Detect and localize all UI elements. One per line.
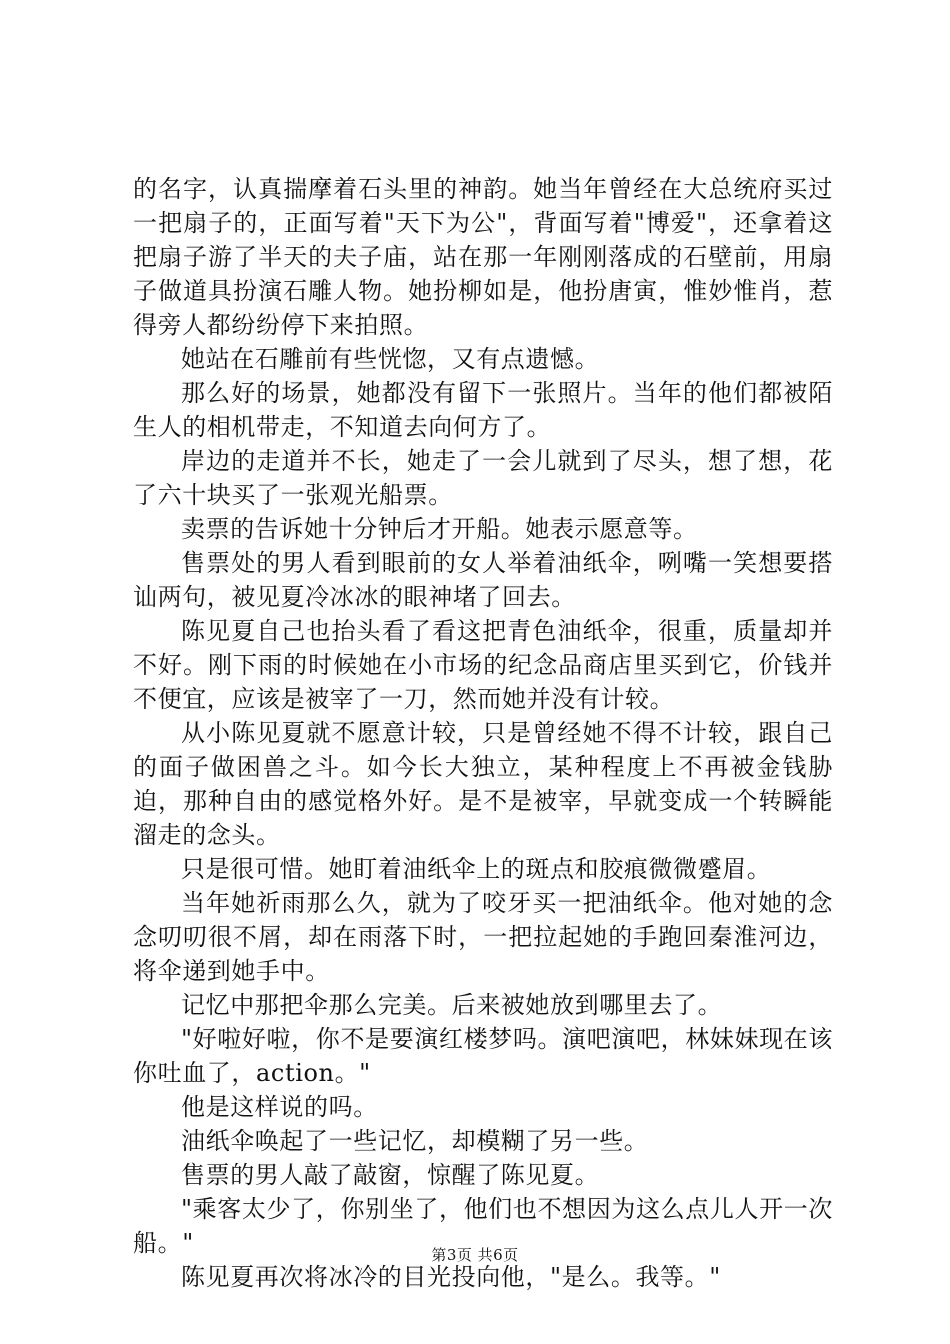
paragraph-15: 售票的男人敲了敲窗，惊醒了陈见夏。 [181,1161,600,1189]
paragraph-9: 只是很可惜。她盯着油纸伞上的斑点和胶痕微微蹙眉。 [181,855,772,883]
paragraph-10: 当年她祈雨那么久，就为了咬牙买一把油纸伞。他对她的念念叨叨很不屑，却在雨落下时，一把拉起她的手跑回秦淮河边，将伞递到她手中。 [133,889,833,985]
paragraph-14: 油纸伞唤起了一些记忆，却模糊了另一些。 [181,1127,649,1155]
paragraph-1: 的名字，认真揣摩着石头里的神韵。她当年曾经在大总统府买过一把扇子的，正面写着"天下为公"，背面写着"博爱"，还拿着这把扇子游了半天的夫子庙，站在那一年刚刚落成的石壁前，用扇子做道具扮演石雕人物。她扮柳如是，他扮唐寅，惟妙惟肖，惹得旁人都纷纷停下来拍照。 [133,175,833,339]
paragraph-12: "好啦好啦，你不是要演红楼梦吗。演吧演吧，林妹妹现在该你吐血了，action。" [133,1025,833,1087]
paragraph-16: "乘客太少了，你别坐了，他们也不想因为这么点儿人开一次船。" [133,1195,833,1257]
paragraph-13: 他是这样说的吗。 [181,1093,378,1121]
paragraph-5: 卖票的告诉她十分钟后才开船。她表示愿意等。 [181,515,698,543]
paragraph-17: 陈见夏再次将冰冷的目光投向他，"是么。我等。" [181,1263,721,1291]
paragraph-6: 售票处的男人看到眼前的女人举着油纸伞，咧嘴一笑想要搭讪两句，被见夏冷冰冰的眼神堵了回去。 [133,549,833,611]
body-text [133,172,833,1294]
paragraph-11: 记忆中那把伞那么完美。后来被她放到哪里去了。 [181,991,723,1019]
page-number-label: 第3页 共6页 [431,1246,519,1264]
paragraph-7: 陈见夏自己也抬头看了看这把青色油纸伞，很重，质量却并不好。刚下雨的时候她在小市场的纪念品商店里买到它，价钱并不便宜，应该是被宰了一刀，然而她并没有计较。 [133,617,833,713]
page-footer [0,1244,950,1265]
paragraph-4: 岸边的走道并不长，她走了一会儿就到了尽头，想了想，花了六十块买了一张观光船票。 [133,447,833,509]
paragraph-2: 她站在石雕前有些恍惚，又有点遗憾。 [181,345,600,373]
paragraph-8: 从小陈见夏就不愿意计较，只是曾经她不得不计较，跟自己的面子做困兽之斗。如今长大独立，某种程度上不再被金钱胁迫，那种自由的感觉格外好。是不是被宰，早就变成一个转瞬能溜走的念头。 [133,719,833,849]
paragraph-3: 那么好的场景，她都没有留下一张照片。当年的他们都被陌生人的相机带走，不知道去向何方了。 [133,379,833,441]
